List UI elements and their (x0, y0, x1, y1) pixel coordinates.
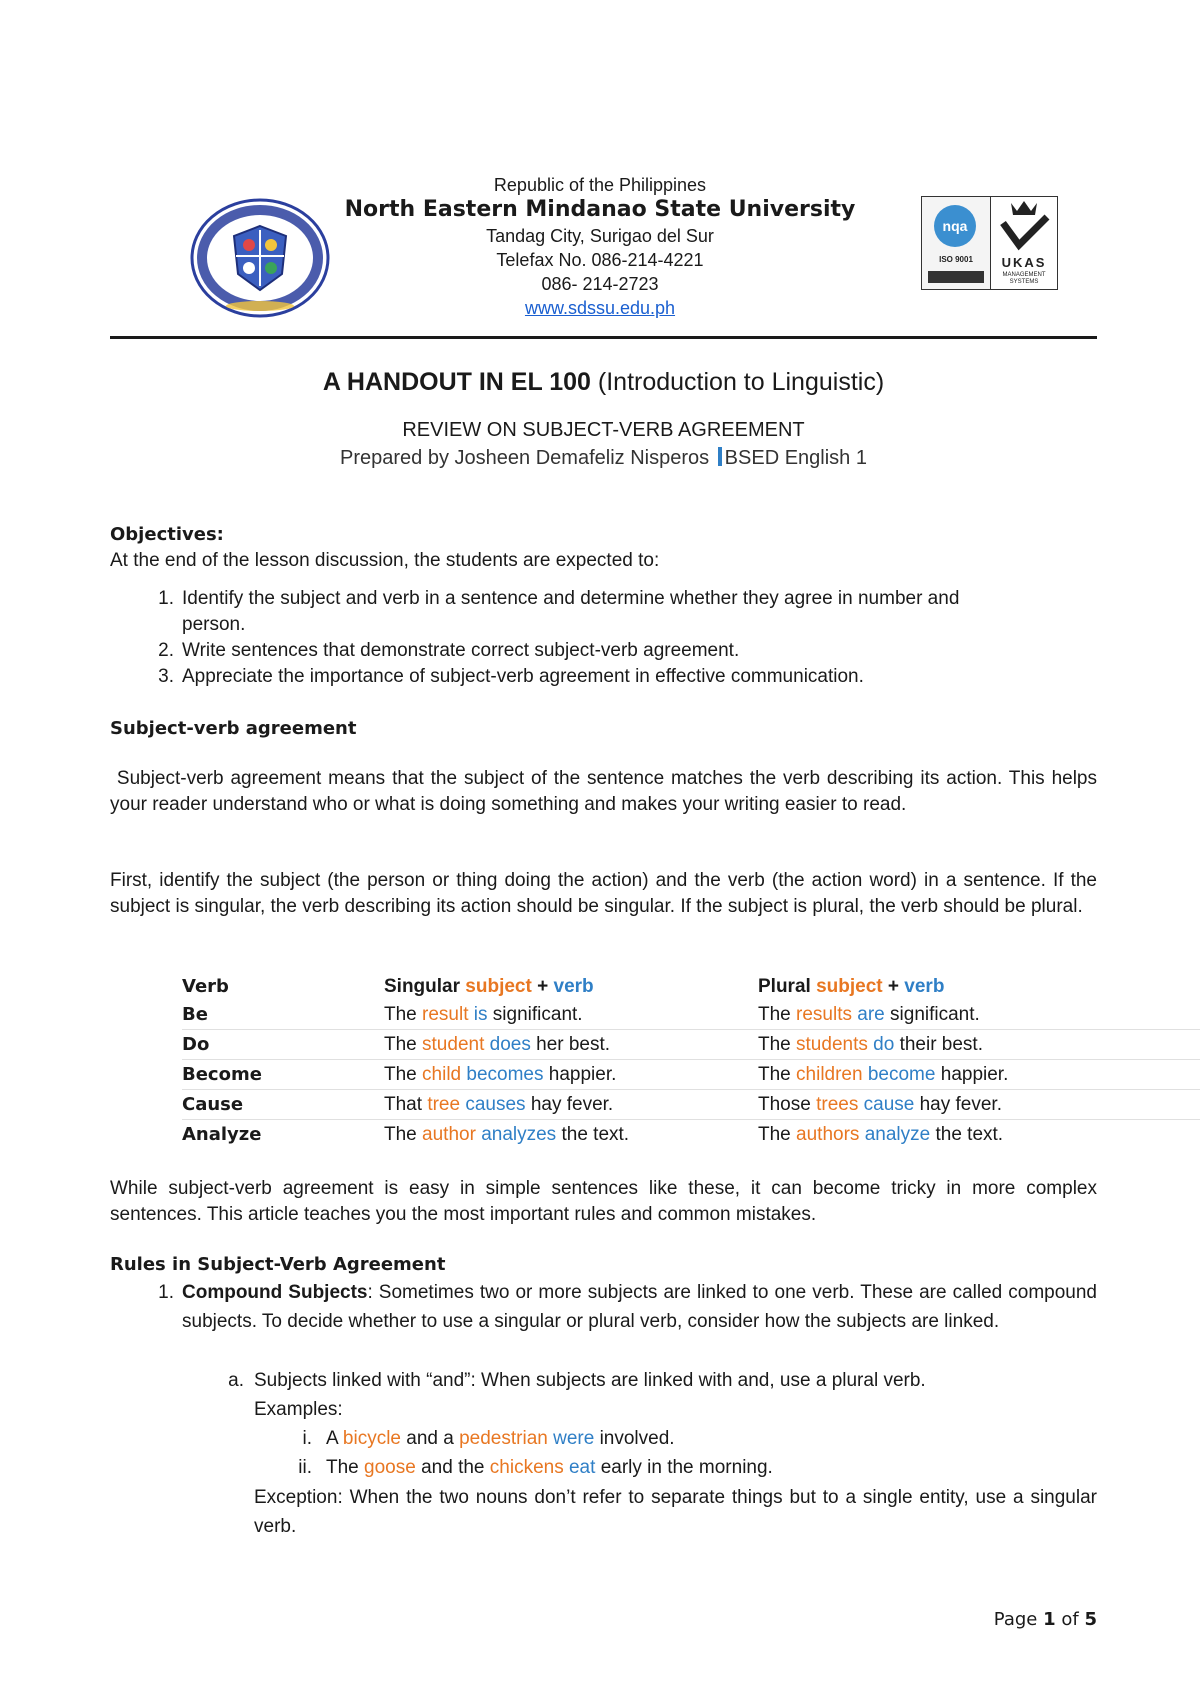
subject-word: students (796, 1034, 868, 1055)
after-table-paragraph: While subject-verb agreement is easy in simple sentences like these, it can become tricky in more complex sentences. This article teaches you the most important rules and common mistakes. (110, 1178, 1097, 1225)
subject-word: author (422, 1124, 476, 1145)
example-word: and the (421, 1457, 485, 1478)
rules-heading: Rules in Subject-Verb Agreement (110, 1254, 446, 1275)
cell-word: That (384, 1094, 423, 1115)
verb-word: causes (465, 1094, 526, 1115)
objectives-heading: Objectives: (110, 524, 224, 545)
plural-cell (758, 1060, 1008, 1089)
objective-text: Appreciate the importance of subject-verb agreement in effective communication. (182, 666, 864, 687)
example-sentence (326, 1453, 773, 1482)
table-row (182, 1120, 1200, 1149)
nqa-mark: nqa (934, 205, 976, 247)
cell-word: The (758, 1064, 791, 1085)
subrule-text: Subjects linked with “and”: When subjects are linked with and, use a plural verb. (254, 1370, 926, 1391)
subject-word: bicycle (342, 1428, 401, 1449)
example-word: The (326, 1457, 359, 1478)
page-label: Page (993, 1609, 1038, 1630)
sva-paragraph-1: Subject-verb agreement means that the subject of the sentence matches the verb describing its action. This helps your reader understand who or what is doing something and makes your writing easier to read. (110, 768, 1103, 815)
verb-cell: Cause (182, 1094, 244, 1115)
subject-word: children (796, 1064, 863, 1085)
subject-word: pedestrian (459, 1428, 548, 1449)
verb-word: is (473, 1004, 488, 1025)
cell-word: the text. (561, 1124, 630, 1145)
example-word: and a (406, 1428, 454, 1449)
verb-word: do (873, 1034, 895, 1055)
cell-word: The (384, 1064, 417, 1085)
subject-word: results (796, 1004, 852, 1025)
table-header-plural (758, 972, 944, 1001)
exception-text: Exception: When the two nouns don’t refer to separate things but to a single entity, use a singular verb. (254, 1487, 1097, 1537)
rule-text (182, 1278, 1097, 1336)
cell-word: happier. (548, 1064, 617, 1085)
table-row (182, 1030, 1200, 1060)
cell-word: the text. (935, 1124, 1004, 1145)
table-row (182, 1000, 1200, 1030)
handout-title-bold: A HANDOUT IN EL 100 (322, 368, 591, 396)
cell-word: their best. (899, 1034, 983, 1055)
current-page: 1 (1043, 1609, 1056, 1630)
plural-cell (758, 1030, 983, 1059)
examples-label: Examples: (254, 1399, 343, 1420)
rule-title: Compound Subjects (182, 1282, 368, 1303)
singular-cell (384, 1120, 629, 1149)
verb-word: analyzes (481, 1124, 557, 1145)
example-sentence (326, 1424, 675, 1453)
singular-cell (384, 1090, 613, 1119)
verb-word: become (867, 1064, 936, 1085)
header-plural-label: Plural (758, 976, 811, 997)
subject-word: tree (427, 1094, 461, 1115)
sva-heading: Subject-verb agreement (110, 718, 357, 739)
singular-cell (384, 1060, 616, 1089)
subject-word: authors (796, 1124, 860, 1145)
iso-bar (928, 271, 984, 283)
plural-cell (758, 1090, 1002, 1119)
ukas-logo (990, 196, 1058, 290)
subject-word: child (422, 1064, 462, 1085)
university-name: North Eastern Mindanao State University (344, 197, 856, 222)
verb-word: eat (568, 1457, 596, 1478)
header-plus: + (887, 976, 900, 997)
singular-cell (384, 1000, 583, 1029)
ukas-label: UKAS (1001, 255, 1047, 270)
handout-title (110, 366, 1097, 398)
verb-cell: Do (182, 1034, 210, 1055)
plural-cell (758, 1120, 1003, 1149)
table-header-singular (384, 972, 594, 1001)
verb-cell: Be (182, 1004, 208, 1025)
example-word: involved. (599, 1428, 675, 1449)
header-subject-word: subject (465, 976, 532, 997)
telefax-line: Telefax No. 086-214-4221 (496, 250, 704, 270)
example-word: A (326, 1428, 338, 1449)
prepared-by-name: Prepared by Josheen Demafeliz Nisperos (340, 447, 710, 469)
header-verb-word: verb (553, 976, 594, 997)
subrule-letter: a. (228, 1370, 244, 1391)
cell-word: hay fever. (530, 1094, 614, 1115)
example-word: early in the morning. (600, 1457, 773, 1478)
rule-body: : Sometimes two or more subjects are linked to one verb. These are called compound subjects. To decide whether to use a singular or plural verb, consider how the subjects are linked. (182, 1282, 1097, 1332)
header-plus: + (537, 976, 549, 997)
header-divider (110, 336, 1097, 339)
iso-certification-logo (921, 196, 991, 290)
header-singular-label: Singular (384, 976, 461, 997)
header-verb-word: verb (904, 976, 945, 997)
ukas-sub: MANAGEMENT SYSTEMS (1002, 272, 1046, 285)
objectives-intro: At the end of the lesson discussion, the students are expected to: (110, 550, 660, 571)
verb-word: does (489, 1034, 531, 1055)
university-seal (190, 198, 330, 318)
table-row (182, 1090, 1200, 1120)
header-subject-word: subject (816, 976, 883, 997)
cell-word: hay fever. (919, 1094, 1002, 1115)
subject-word: chickens (489, 1457, 564, 1478)
iso-label: ISO 9001 (939, 255, 973, 264)
cell-word: her best. (536, 1034, 611, 1055)
rule-number: 1. (158, 1282, 174, 1303)
page-number (880, 1608, 1097, 1632)
prepared-by-course: BSED English 1 (724, 447, 867, 469)
example-number: i. (302, 1428, 312, 1449)
verb-word: are (857, 1004, 885, 1025)
subject-word: student (422, 1034, 485, 1055)
cell-word: The (758, 1124, 791, 1145)
handout-title-course: (Introduction to Linguistic) (597, 368, 885, 396)
objective-text: Write sentences that demonstrate correct subject-verb agreement. (182, 640, 740, 661)
subject-word: result (422, 1004, 469, 1025)
cell-word: The (384, 1034, 417, 1055)
verb-word: cause (863, 1094, 915, 1115)
cell-word: The (384, 1004, 417, 1025)
total-pages: 5 (1084, 1609, 1097, 1630)
table-header-row (182, 972, 1200, 1001)
review-subtitle: REVIEW ON SUBJECT-VERB AGREEMENT (402, 419, 805, 441)
sva-paragraph-2: First, identify the subject (the person or thing doing the action) and the verb (the action word) in a sentence. If the subject is singular, the verb describing its action should be singular. If the subject is plural, the verb should be plural. (110, 870, 1097, 917)
subject-word: trees (816, 1094, 859, 1115)
cell-word: significant. (890, 1004, 980, 1025)
cell-word: The (758, 1034, 791, 1055)
subject-word: goose (364, 1457, 416, 1478)
crown-check-icon (991, 197, 1057, 253)
plural-cell (758, 1000, 980, 1029)
prepared-by (110, 445, 1097, 471)
cell-word: The (758, 1004, 791, 1025)
singular-cell (384, 1030, 610, 1059)
objective-number: 2. (158, 640, 174, 661)
table-header-verb: Verb (182, 976, 229, 997)
cell-word: The (384, 1124, 417, 1145)
verb-cell: Analyze (182, 1124, 262, 1145)
example-number: ii. (298, 1457, 312, 1478)
verb-word: analyze (864, 1124, 931, 1145)
verb-word: were (553, 1428, 595, 1449)
cell-word: happier. (940, 1064, 1009, 1085)
cell-word: significant. (492, 1004, 583, 1025)
republic-line: Republic of the Philippines (493, 175, 707, 195)
objective-number: 3. (158, 666, 174, 687)
objective-number: 1. (158, 588, 174, 609)
verb-cell: Become (182, 1064, 262, 1085)
of-label: of (1061, 1609, 1079, 1630)
objective-text-cont: person. (182, 614, 246, 635)
city-line: Tandag City, Surigao del Sur (486, 226, 714, 246)
phone-line: 086- 214-2723 (541, 274, 659, 294)
objective-text: Identify the subject and verb in a sentence and determine whether they agree in number and (182, 588, 960, 609)
table-row (182, 1060, 1200, 1090)
title-separator (718, 447, 722, 466)
website-link[interactable]: www.sdssu.edu.ph (524, 298, 676, 318)
verb-word: becomes (466, 1064, 544, 1085)
cell-word: Those (758, 1094, 811, 1115)
